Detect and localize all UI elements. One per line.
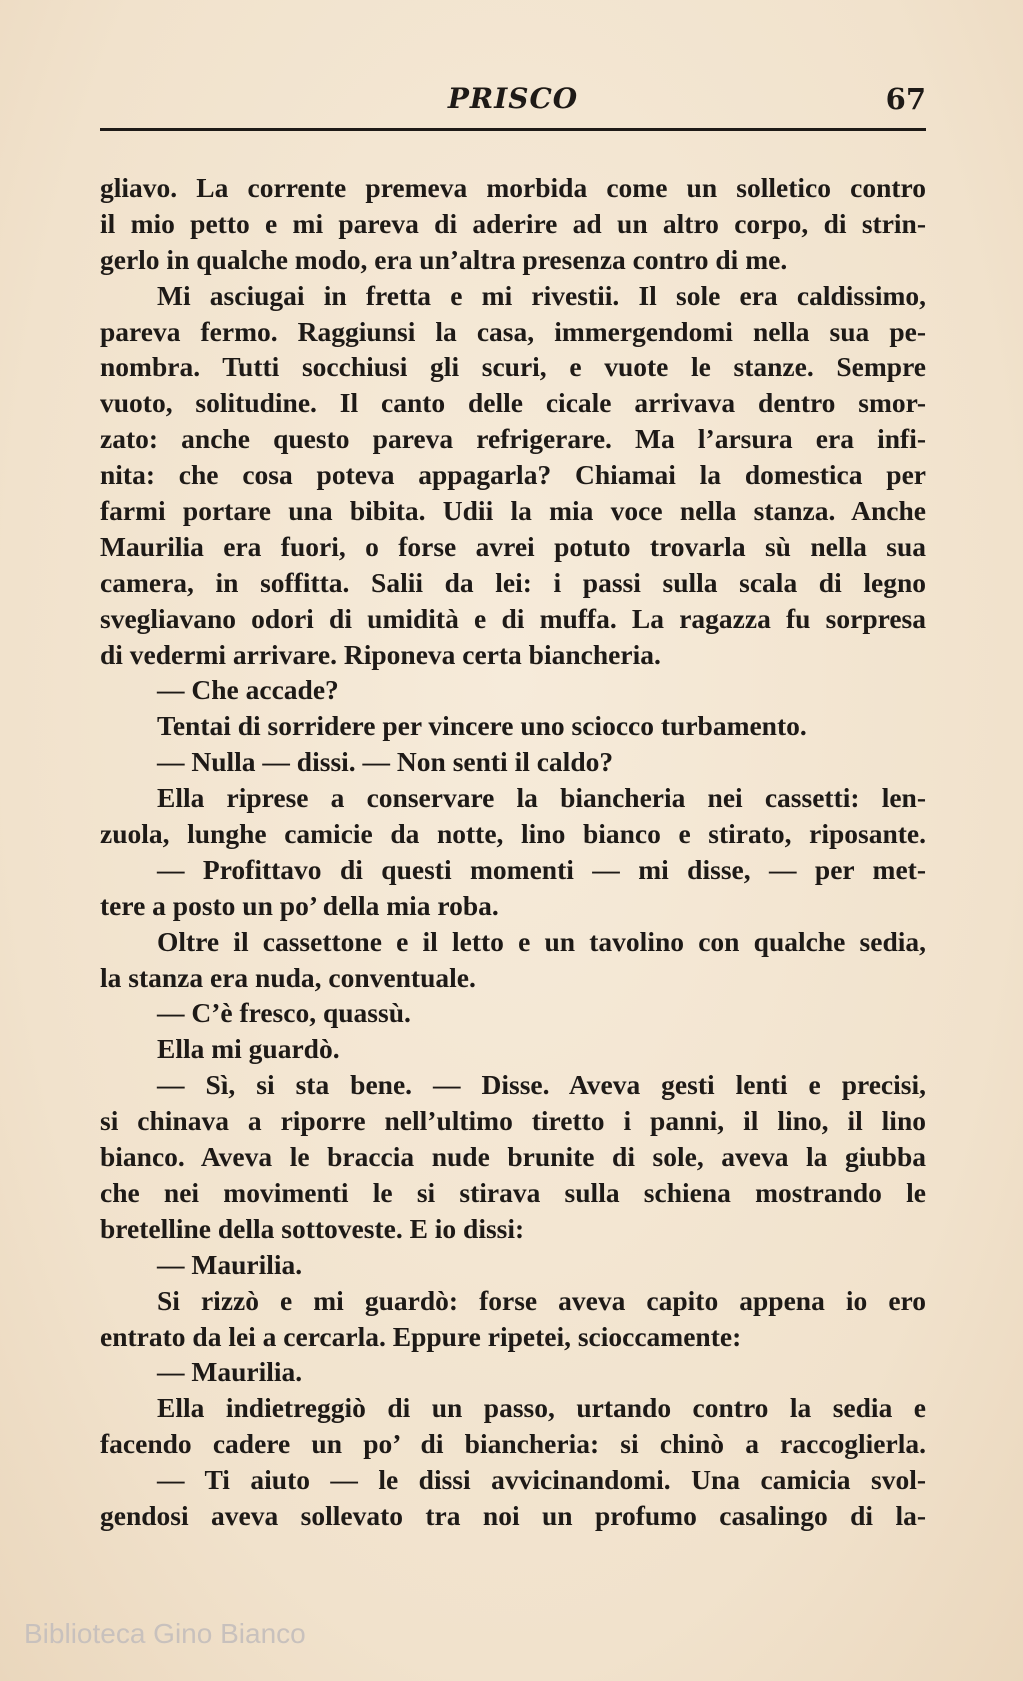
text-line: il mio petto e mi pareva di aderire ad un altro corpo, di strin- <box>100 207 926 239</box>
body-text <box>100 170 926 1534</box>
text-line: facendo cadere un po’ di biancheria: si chinò a raccoglierla. <box>100 1428 926 1460</box>
running-head: PRISCO <box>447 82 579 115</box>
text-line: Maurilia era fuori, o forse avrei potuto trovarla sù nella sua <box>100 530 926 562</box>
text-line: Tentai di sorridere per vincere uno sciocco turbamento. <box>157 710 807 742</box>
text-line: pareva fermo. Raggiunsi la casa, immergendomi nella sua pe- <box>100 315 926 347</box>
text-line: tere a posto un po’ della mia roba. <box>100 889 499 921</box>
text-line: gliavo. La corrente premeva morbida come un solletico contro <box>100 172 926 203</box>
text-line: — C’è fresco, quassù. <box>157 997 411 1029</box>
text-line: — Ti aiuto — le dissi avvicinandomi. Una camicia svol- <box>157 1464 926 1496</box>
text-line: Ella mi guardò. <box>157 1033 340 1065</box>
text-line: si chinava a riporre nell’ultimo tiretto i panni, il lino, il lino <box>100 1105 926 1137</box>
text-line: — Che accade? <box>157 674 339 706</box>
page-header <box>100 78 926 122</box>
text-line: — Nulla — dissi. — Non senti il caldo? <box>157 746 614 778</box>
text-line: — Maurilia. <box>157 1248 303 1280</box>
text-line: bretelline della sottoveste. E io dissi: <box>100 1212 525 1244</box>
text-line: svegliavano odori di umidità e di muffa. La ragazza fu sorpresa <box>100 602 926 634</box>
text-line: nombra. Tutti socchiusi gli scuri, e vuote le stanze. Sempre <box>100 351 926 383</box>
text-line: Oltre il cassettone e il letto e un tavolino con qualche sedia, <box>157 925 926 957</box>
text-line: — Sì, si sta bene. — Disse. Aveva gesti lenti e precisi, <box>157 1069 926 1101</box>
text-line: Mi asciugai in fretta e mi rivestii. Il sole era caldissimo, <box>157 279 926 311</box>
text-line: zato: anche questo pareva refrigerare. Ma l’arsura era infi- <box>100 423 926 455</box>
text-line: bianco. Aveva le braccia nude brunite di sole, aveva la giubba <box>100 1141 926 1173</box>
text-line: farmi portare una bibita. Udii la mia voce nella stanza. Anche <box>100 495 926 527</box>
text-line: vuoto, solitudine. Il canto delle cicale arrivava dentro smor- <box>100 387 926 419</box>
text-line: entrato da lei a cercarla. Eppure ripetei, scioccamente: <box>100 1320 742 1352</box>
text-line: che nei movimenti le si stirava sulla schiena mostrando le <box>100 1176 926 1208</box>
text-line: di vedermi arrivare. Riponeva certa biancheria. <box>100 638 661 670</box>
text-line: nita: che cosa poteva appagarla? Chiamai la domestica per <box>100 459 926 491</box>
text-line: gendosi aveva sollevato tra noi un profumo casalingo di la- <box>100 1499 926 1531</box>
text-line: Ella riprese a conservare la biancheria nei cassetti: len- <box>157 782 926 814</box>
text-line: gerlo in qualche modo, era un’altra presenza contro di me. <box>100 243 788 275</box>
header-rule <box>100 128 926 131</box>
text-line: Si rizzò e mi guardò: forse aveva capito appena io ero <box>157 1284 926 1316</box>
text-line: zuola, lunghe camicie da notte, lino bianco e stirato, riposante. <box>100 818 926 850</box>
text-line: — Maurilia. <box>157 1356 303 1388</box>
text-line: — Profittavo di questi momenti — mi disse, — per met- <box>157 853 926 885</box>
text-line: camera, in soffitta. Salii da lei: i passi sulla scala di legno <box>100 566 926 598</box>
text-line: la stanza era nuda, conventuale. <box>100 961 476 993</box>
page-number: 67 <box>885 82 926 116</box>
watermark: Biblioteca Gino Bianco <box>24 1618 306 1649</box>
text-line: Ella indietreggiò di un passo, urtando contro la sedia e <box>157 1392 926 1424</box>
